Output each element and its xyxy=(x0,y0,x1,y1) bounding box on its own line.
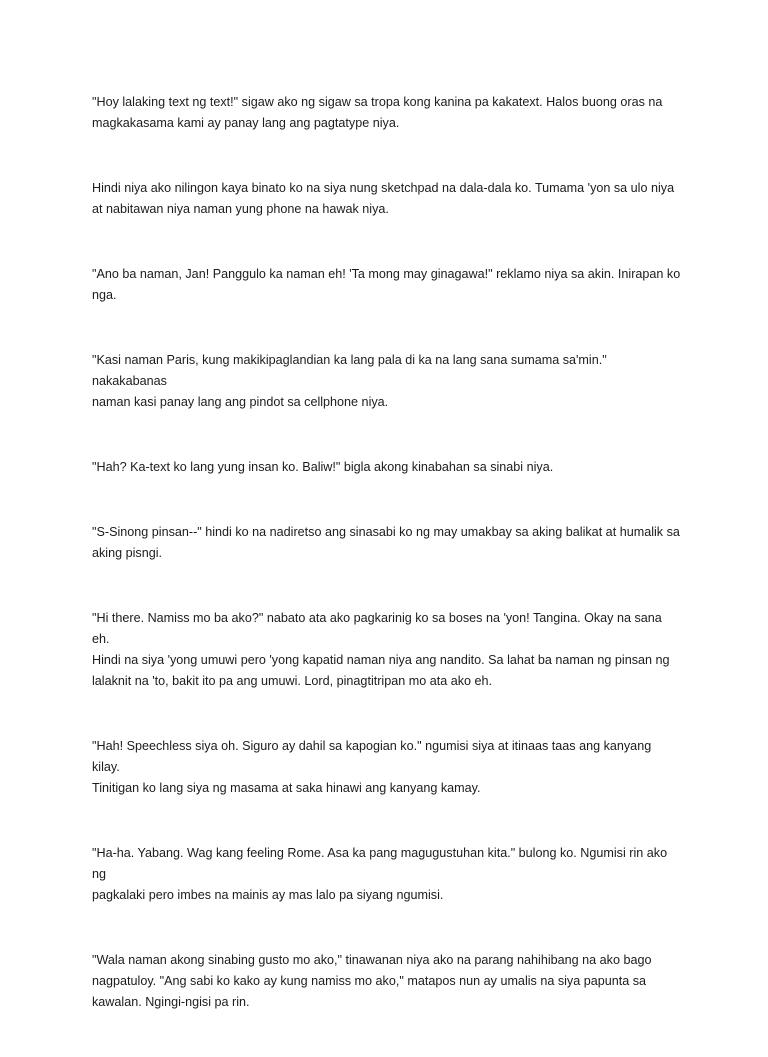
paragraph-6: "S-Sinong pinsan--" hindi ko na nadiretso ang sinasabi ko ng may umakbay sa aking balikat at humalik sa aking pisngi. xyxy=(92,525,680,560)
paragraph-1: "Hoy lalaking text ng text!" sigaw ako ng sigaw sa tropa kong kanina pa kakatext. Halos buong oras na magkakasama kami ay panay lang ang pagtatype niya. xyxy=(92,95,663,130)
paragraph-2: Hindi niya ako nilingon kaya binato ko na siya nung sketchpad na dala-dala ko. Tumama 'yon sa ulo niya at nabitawan niya naman yung phone na hawak niya. xyxy=(92,181,675,216)
paragraph-4: "Kasi naman Paris, kung makikipaglandian ka lang pala di ka na lang sana sumama sa'min." nakakabanas naman kasi panay lang ang pindot sa cellphone niya. xyxy=(92,353,607,409)
document-page xyxy=(92,92,682,1057)
paragraph-5: "Hah? Ka-text ko lang yung insan ko. Baliw!" bigla akong kinabahan sa sinabi niya. xyxy=(92,460,554,474)
paragraph-8: "Hah! Speechless siya oh. Siguro ay dahil sa kapogian ko." ngumisi siya at itinaas taas ang kanyang kilay. Tinitigan ko lang siya ng masama at saka hinawi ang kanyang kamay. xyxy=(92,739,652,795)
paragraph-9: "Ha-ha. Yabang. Wag kang feeling Rome. Asa ka pang magugustuhan kita." bulong ko. Ngumisi rin ako ng pagkalaki pero imbes na mainis ay mas lalo pa siyang ngumisi. xyxy=(92,846,668,902)
paragraph-7: "Hi there. Namiss mo ba ako?" nabato ata ako pagkarinig ko sa boses na 'yon! Tangina. Okay na sana eh. Hindi na siya 'yong umuwi pero 'yong kapatid naman niya ang nandito. Sa lahat ba naman ng pinsan ng lalaknit na 'to, bakit ito pa ang umuwi. Lord, pinagtitripan mo ata ako eh. xyxy=(92,611,670,688)
paragraph-3: "Ano ba naman, Jan! Panggulo ka naman eh! 'Ta mong may ginagawa!" reklamo niya sa akin. Inirapan ko nga. xyxy=(92,267,681,302)
paragraph-10: "Wala naman akong sinabing gusto mo ako," tinawanan niya ako na parang nahihibang na ako bago nagpatuloy. "Ang sabi ko kako ay kung namiss mo ako," matapos nun ay umalis na siya papunta sa kawalan. Ngingi-ngisi pa rin. xyxy=(92,953,652,1009)
